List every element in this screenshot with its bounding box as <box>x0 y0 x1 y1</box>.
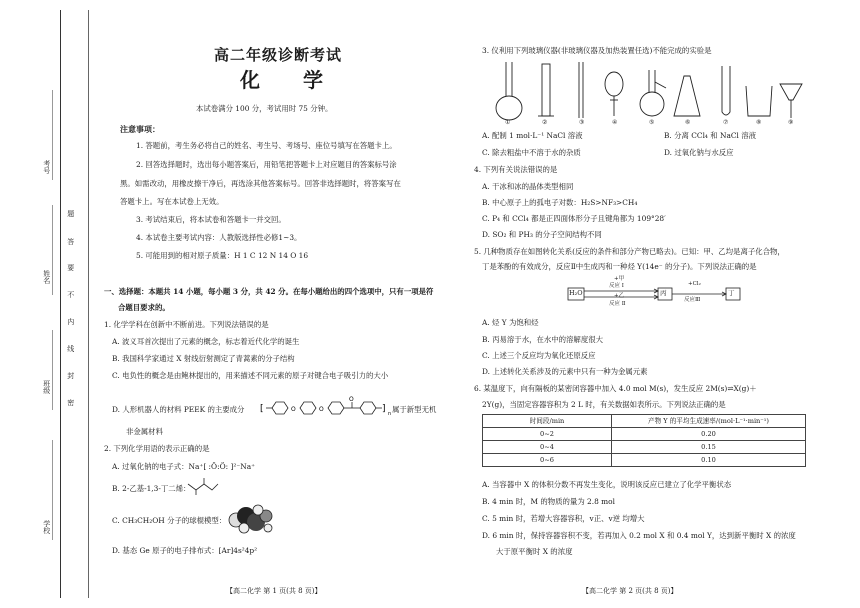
q4-option-b: B. 中心原子上的孤电子对数：H₂S>NF₃>CH₄ <box>482 198 638 207</box>
notice-5: 5. 可能用到的相对原子质量：H 1 C 12 N 14 O 16 <box>136 251 309 260</box>
q1-option-b: B. 我国科学家通过 X 射线衍射测定了青蒿素的分子结构 <box>112 354 295 363</box>
q5-option-c: C. 上述三个反应均为氧化还原反应 <box>482 351 596 360</box>
page-1-footer: 【高二化学 第 1 页(共 8 页)】 <box>226 587 322 595</box>
table-cell: 0~2 <box>483 428 612 441</box>
name-label: 姓名 <box>42 270 51 284</box>
svg-text:O: O <box>291 406 296 413</box>
class-label: 班级 <box>42 380 51 394</box>
q4-option-a: A. 干冰和冰的晶体类型相同 <box>482 182 574 191</box>
svg-text:n: n <box>388 411 392 417</box>
seal-text-4: 不 <box>66 291 75 298</box>
diagram-box-bing: 丙 <box>660 289 667 297</box>
apparatus-label-2: ② <box>542 119 548 126</box>
section1-heading: 一、选择题：本题共 14 小题，每小题 3 分，共 42 分。在每小题给出的四个选项中，只有一项是符 <box>104 287 434 296</box>
q3-option-d: D. 过氧化钠与水反应 <box>664 148 734 157</box>
exam-no-underline <box>52 90 53 180</box>
apparatus-label-5: ⑤ <box>649 119 655 126</box>
q3-option-b: B. 分离 CCl₄ 和 NaCl 溶液 <box>664 131 757 140</box>
notice-4: 4. 本试卷主要考试内容：人教版选择性必修1~3。 <box>136 233 302 242</box>
seal-text-5: 内 <box>66 318 75 325</box>
class-underline <box>52 330 53 410</box>
q5-stem: 5. 几种物质存在如图转化关系(反应的条件和部分产物已略去)。已知：甲、乙均是离子化合物， <box>474 247 785 256</box>
notice-2-cont2: 答题卡上。写在本试卷上无效。 <box>120 197 224 206</box>
svg-text:O: O <box>349 396 354 403</box>
diagram-top-label: +甲 <box>614 276 625 282</box>
q2-option-c: C. CH₃CH₂OH 分子的球棍模型： <box>112 516 227 525</box>
diagram-box-ding: 丁 <box>728 289 735 297</box>
table-header-cell: 产物 Y 的平均生成速率/(mol·L⁻¹·min⁻¹) <box>612 415 806 428</box>
apparatus-label-1: ① <box>505 119 511 126</box>
section1-heading-cont: 合题目要求的。 <box>118 303 170 312</box>
q1-option-c: C. 电负性的概念是由鲍林提出的，用来描述不同元素的原子对键合电子吸引力的大小 <box>112 371 389 380</box>
apparatus-label-9: ⑨ <box>788 119 794 126</box>
q4-option-c: C. P₄ 和 CCl₄ 都是正四面体形分子且键角都为 109°28′ <box>482 214 666 223</box>
apparatus-label-6: ⑥ <box>685 119 691 126</box>
q1-option-d-cont2: 非金属材料 <box>126 427 163 436</box>
q2-stem: 2. 下列化学用语的表示正确的是 <box>104 444 210 453</box>
notice-3: 3. 考试结束后，将本试卷和答题卡一并交回。 <box>136 215 286 224</box>
q5-stem-cont: 丁是苯酚的有效成分，反应Ⅱ中生成丙和一种烃 Y(14e⁻ 的分子)。下列说法正确的是 <box>482 262 757 271</box>
q4-option-d: D. SO₂ 和 PH₃ 的分子空间结构不同 <box>482 230 602 239</box>
exam-no-label: 考号 <box>42 160 51 174</box>
peek-structure-image <box>258 395 408 421</box>
q4-stem: 4. 下列有关说法错误的是 <box>474 165 558 174</box>
exam-title: 高二年级诊断考试 <box>214 46 343 64</box>
school-underline <box>52 440 53 540</box>
notice-1: 1. 答题前，考生务必将自己的姓名、考生号、考场号、座位号填写在答题卡上。 <box>136 141 397 150</box>
table-row <box>483 454 806 467</box>
seal-text-1: 题 <box>66 210 75 217</box>
page-2-footer: 【高二化学 第 2 页(共 8 页)】 <box>582 587 678 595</box>
diagram-right-top-label: +Cl₂ <box>688 281 701 287</box>
q3-stem: 3. 仪利用下列玻璃仪器(非玻璃仪器及加热装置任选)不能完成的实验是 <box>482 46 712 55</box>
rate-data-table <box>482 414 806 467</box>
q6-option-d-cont: 大于原平衡时 X 的浓度 <box>496 547 573 556</box>
apparatus-label-7: ⑦ <box>723 119 729 126</box>
q3-option-a: A. 配制 1 mol·L⁻¹ NaCl 溶液 <box>482 131 583 140</box>
notice-2: 2. 回答选择题时，选出每小题答案后，用铅笔把答题卡上对应题目的答案标号涂 <box>136 160 397 169</box>
q3-option-c: C. 除去粗盐中不溶于水的杂质 <box>482 148 581 157</box>
seal-text-2: 答 <box>66 238 75 245</box>
q6-option-a: A. 当容器中 X 的体积分数不再发生变化，说明该反应已建立了化学平衡状态 <box>482 480 732 489</box>
q2-option-b: B. 2-乙基-1,3-丁二烯： <box>112 484 191 493</box>
q1-option-d-cont: 属于新型无机 <box>392 405 437 414</box>
reaction-diagram-arrows <box>566 276 746 320</box>
diagram-rxn1-label: 反应 Ⅰ <box>609 283 624 289</box>
table-cell: 0.10 <box>612 454 806 467</box>
q6-option-d: D. 6 min 时，保持容器容积不变，若再加入 0.2 mol X 和 0.4 mol Y，达到新平衡时 X 的浓度 <box>482 531 796 540</box>
binding-line-inner <box>88 10 89 598</box>
q6-stem: 6. 某温度下，向有隔板的某密闭容器中加入 4.0 mol M(s)，发生反应 2M(s)⇌X(g)＋ <box>474 384 757 393</box>
school-label: 学校 <box>42 520 51 534</box>
notice-heading: 注意事项： <box>120 124 160 134</box>
svg-text:O: O <box>319 406 324 413</box>
q1-option-a: A. 波义耳首次提出了元素的概念，标志着近代化学的诞生 <box>112 337 300 346</box>
q5-option-a: A. 烃 Y 为饱和烃 <box>482 318 539 327</box>
notice-2-cont: 黑。如需改动，用橡皮擦干净后，再选涂其他答案标号。回答非选择题时，将答案写在 <box>120 179 401 188</box>
table-cell: 0~4 <box>483 441 612 454</box>
diagram-right-bottom-label: 反应Ⅲ <box>684 297 701 303</box>
diagram-rxn2-label: 反应 Ⅱ <box>609 301 626 307</box>
svg-text:]: ] <box>382 404 386 414</box>
table-cell: 0.15 <box>612 441 806 454</box>
table-header-cell: 时间段/min <box>483 415 612 428</box>
butadiene-skeletal-image <box>186 476 220 496</box>
q1-stem: 1. 化学学科在创新中不断前进。下列说法错误的是 <box>104 320 269 329</box>
q5-option-b: B. 丙易溶于水，在水中的溶解度很大 <box>482 335 603 344</box>
table-cell: 0.20 <box>612 428 806 441</box>
table-header-row <box>483 415 806 428</box>
svg-text:[: [ <box>260 404 264 414</box>
name-underline <box>52 205 53 295</box>
seal-text-8: 密 <box>66 399 75 406</box>
q2-option-a: A. 过氧化钠的电子式：Na⁺[ :Ö:Ö: ]²⁻Na⁺ <box>112 462 256 471</box>
seal-text-6: 线 <box>66 345 75 352</box>
q6-option-c: C. 5 min 时，若增大容器容积，v正、v逆 均增大 <box>482 514 645 523</box>
q6-option-b: B. 4 min 时，M 的物质的量为 2.8 mol <box>482 497 615 506</box>
score-info: 本试卷满分 100 分，考试用时 75 分钟。 <box>196 104 333 113</box>
table-cell: 0~6 <box>483 454 612 467</box>
apparatus-label-8: ⑧ <box>756 119 762 126</box>
apparatus-label-4: ④ <box>612 119 618 126</box>
binding-line-outer <box>60 10 61 598</box>
table-row <box>483 441 806 454</box>
diagram-bottom-label: +乙 <box>614 293 625 299</box>
apparatus-label-3: ③ <box>579 119 585 126</box>
subject-title: 化 学 <box>240 68 341 92</box>
table-row <box>483 428 806 441</box>
q1-option-d: D. 人形机器人的材料 PEEK 的主要成分 <box>112 405 245 414</box>
q2-option-d: D. 基态 Ge 原子的电子排布式：[Ar]4s²4p² <box>112 546 258 555</box>
seal-text-7: 封 <box>66 372 75 379</box>
q6-stem-cont: 2Y(g)，当固定容器容积为 2 L 时，有关数据如表所示。下列说法正确的是 <box>482 400 726 409</box>
seal-text-3: 要 <box>66 264 75 271</box>
q5-option-d: D. 上述转化关系涉及的元素中只有一种为金属元素 <box>482 367 648 376</box>
diagram-box-h2o: H₂O <box>569 289 583 297</box>
ethanol-ball-model-image <box>226 504 274 536</box>
